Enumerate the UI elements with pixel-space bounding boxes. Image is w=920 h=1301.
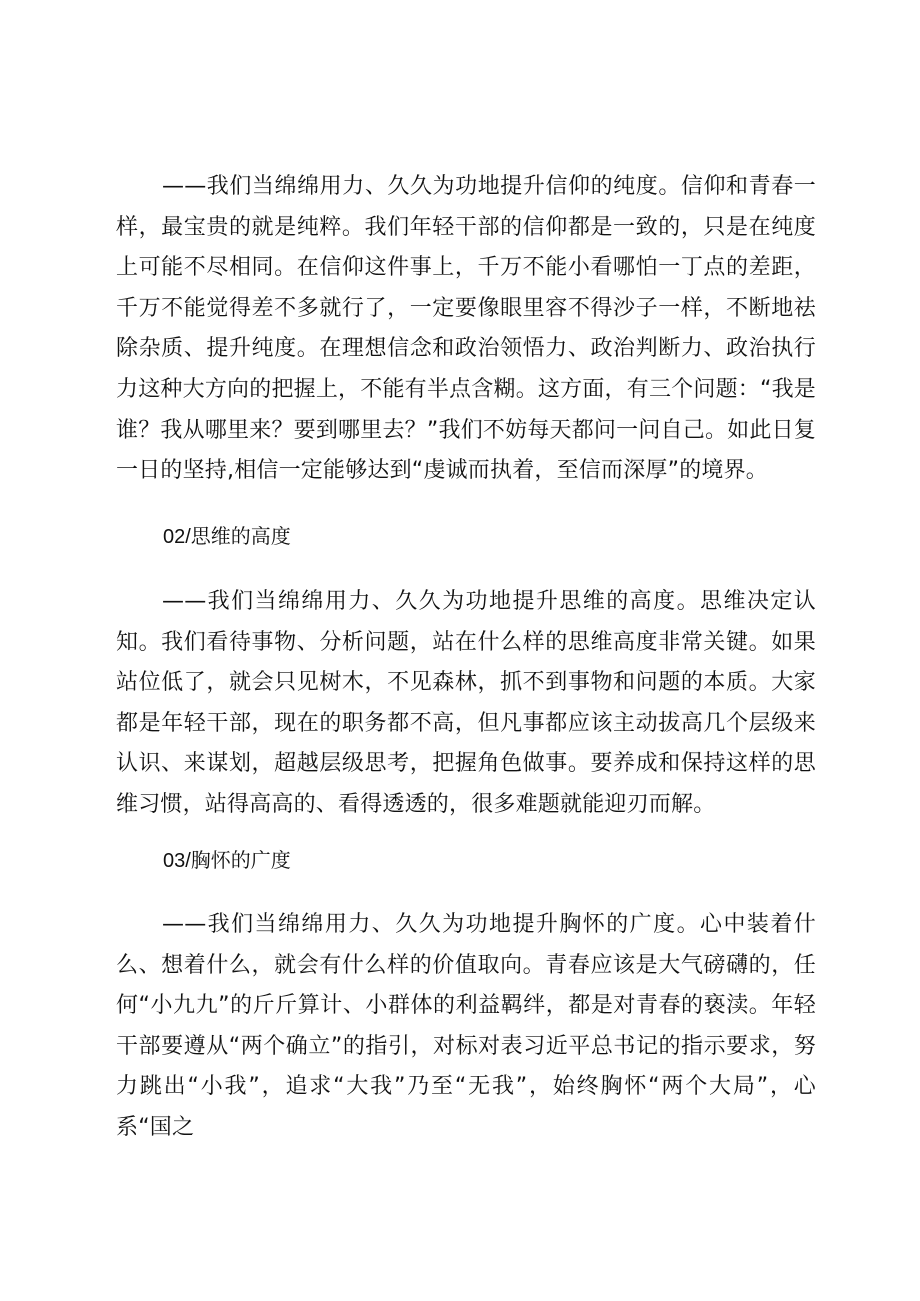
section-heading-thinking-height: 02/思维的高度 <box>163 526 291 548</box>
paragraph-faith-purity: ——我们当绵绵用力、久久为功地提升信仰的纯度。信仰和青春一样，最宝贵的就是纯粹。我们年轻干部的信仰都是一致的，只是在纯度上可能不尽相同。在信仰这件事上，千万不能小看哪怕一丁点的差距，千万不能觉得差不多就行了，一定要像眼里容不得沙子一样，不断地祛除杂质、提升纯度。在理想信念和政治领悟力、政治判断力、政治执行力这种大方向的把握上，不能有半点含糊。这方面，有三个问题：“我是谁？我从哪里来？要到哪里去？”我们不妨每天都问一问自己。如此日复一日的坚持,相信一定能够达到“虔诚而执着，至信而深厚”的境界。 <box>116 174 816 484</box>
paragraph-thinking-height: ——我们当绵绵用力、久久为功地提升思维的高度。思维决定认知。我们看待事物、分析问题，站在什么样的思维高度非常关键。如果站位低了，就会只见树木，不见森林，抓不到事物和问题的本质。大家都是年轻干部，现在的职务都不高，但凡事都应该主动拔高几个层级来认识、来谋划，超越层级思考，把握角色做事。要养成和保持这样的思维习惯，站得高高的、看得透透的，很多难题就能迎刃而解。 <box>116 589 816 817</box>
section-heading-mind-breadth: 03/胸怀的广度 <box>163 850 291 872</box>
paragraph-mind-breadth: ——我们当绵绵用力、久久为功地提升胸怀的广度。心中装着什么、想着什么，就会有什么样的价值取向。青春应该是大气磅礴的，任何“小九九”的斤斤算计、小群体的利益羁绊，都是对青春的亵渎。年轻干部要遵从“两个确立”的指引，对标对表习近平总书记的指示要求，努力跳出“小我”，追求“大我”乃至“无我”，始终胸怀“两个大局”，心系“国之 <box>116 912 816 1140</box>
